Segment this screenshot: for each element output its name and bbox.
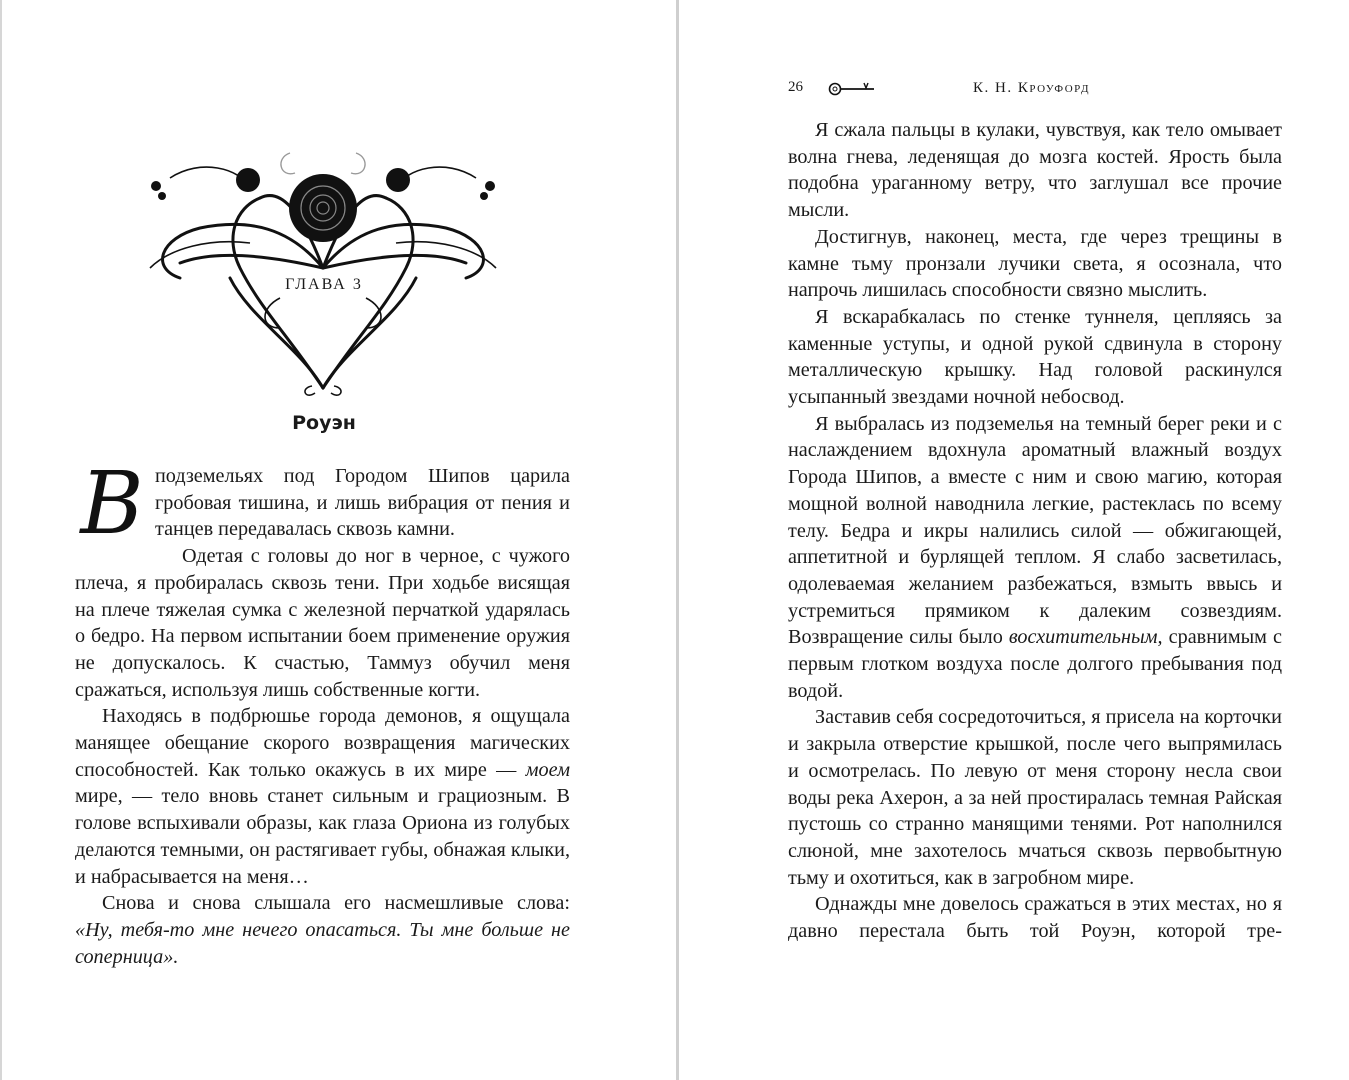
- paragraph: Находясь в подбрюшье города демонов, я ощущала манящее обещание скорого возвращения магических способностей. Как только окажусь в их мире — моем мире, — тело вновь станет сильным и грациозным. В голове вспыхивали образы, как глаза Ориона из голубых делаются темными, он растягивает губы, обнажая клыки, и набрасывается на меня…: [75, 705, 570, 888]
- page-number: 26: [788, 79, 803, 95]
- chapter-label: ГЛАВА 3: [285, 276, 363, 293]
- chapter-title: Роуэн: [292, 412, 356, 434]
- quote-paragraph: «Ну, тебя-то мне нечего опасаться. Ты мне больше не соперница».: [75, 918, 570, 968]
- left-page-body: [75, 454, 570, 970]
- running-head: [788, 79, 1282, 99]
- rose-thorn-heart-ornament-icon: [140, 148, 506, 398]
- dropcap: В: [80, 454, 144, 554]
- paragraph: Одетая с головы до ног в черное, с чужого плеча, я пробиралась сквозь тени. При ходьбе висящая на плече тяжелая сумка с железной перчаткой ударялась о бедро. На первом испытании боем применение оружия не допускалось. К счастью, Таммуз обучил меня сражаться, используя лишь собственные когти.: [75, 545, 570, 701]
- paragraph: Снова и снова слышала его насмешливые слова:: [102, 892, 570, 915]
- paragraph: Однажды мне довелось сражаться в этих местах, но я давно перестала быть той Роуэн, которой тре-: [788, 893, 1282, 943]
- paragraph: Заставив себя сосредоточиться, я присела на корточки и закрыла отверстие крышкой, после чего выпрямилась и осмотрелась. По левую от меня сторону несла свои воды река Ахерон, а за ней простиралась темная Райская пустошь со странно манящими тенями. Рот наполнился слюной, мне захотелось мчаться сквозь первобытную тьму и охотиться, как в загробном мире.: [788, 706, 1282, 889]
- paragraph: В подземельях под Городом Шипов царила гробовая тишина, и лишь вибрация от пения и танцев передавалась сквозь камни.: [75, 463, 570, 543]
- right-page-body: [788, 117, 1282, 945]
- paragraph: Я сжала пальцы в кулаки, чувствуя, как тело омывает волна гнева, леденящая до мозга костей. Ярость была подобна ураганному ветру, что заглушал все прочие мысли.: [788, 119, 1282, 222]
- author-name: К. Н. Кроуфорд: [973, 80, 1090, 96]
- paragraph: Достигнув, наконец, места, где через трещины в камне тьму пронзали лучики света, я осознала, что напрочь лишилась способности связно мыслить.: [788, 225, 1282, 302]
- paragraph: Я вскарабкалась по стенке туннеля, цепляясь за каменные уступы, и одной рукой сдвинула в сторону металлическую крышку. Над головой раскинулся усыпанный звездами ночной небосвод.: [788, 305, 1282, 409]
- key-icon: [828, 80, 876, 98]
- paragraph: Я выбралась из подземелья на темный берег реки и с наслаждением вдохнула ароматный влажный воздух Города Шипов, а вместе с ним и свою магию, которая мощной волной наводнила легкие, растеклась по всему телу. Бедра и икры налились силой — обжигающей, аппетитной и бурлящей теплом. Я слабо засветилась, одолеваемая желанием разбежаться, взмыть ввысь и устремиться прямиком к далеким созвездиям. Возвращение силы было восхитительным, сравнимым с первым глотком воздуха после долгого пребывания под водой.: [788, 412, 1282, 702]
